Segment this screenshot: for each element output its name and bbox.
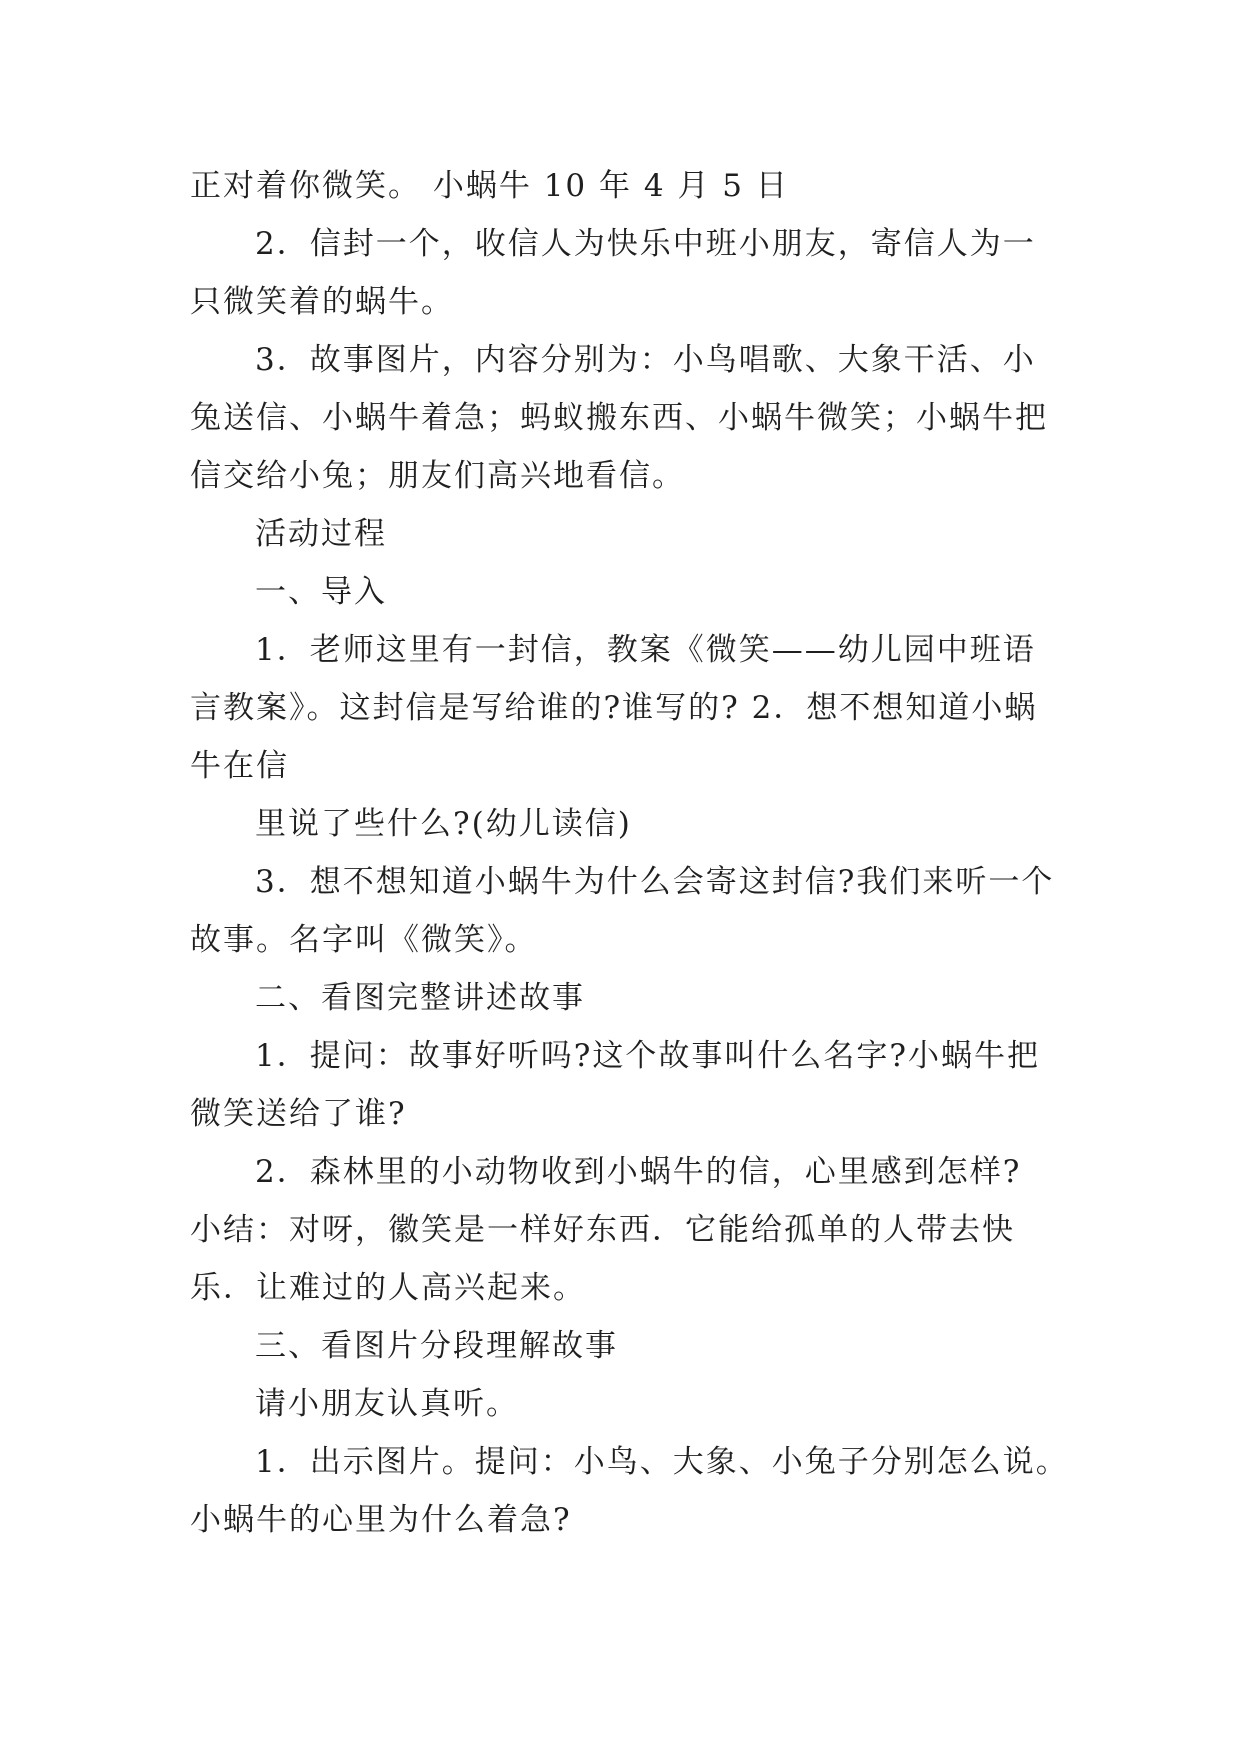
text-line-4: 3．故事图片，内容分别为：小鸟唱歌、大象干活、小 <box>255 342 1036 378</box>
text-line-17: 微笑送给了谁? <box>190 1096 407 1132</box>
text-line-14: 故事。名字叫《微笑》。 <box>190 922 538 958</box>
section-heading-segments: 三、看图片分段理解故事 <box>255 1328 618 1364</box>
text-line-10: 言教案》。这封信是写给谁的?谁写的? 2．想不想知道小蜗 <box>190 690 1038 726</box>
text-line-12: 里说了些什么?(幼儿读信) <box>255 806 632 842</box>
text-line-1: 正对着你微笑。 小蜗牛 10 年 4 月 5 日 <box>190 168 789 204</box>
text-line-9: 1．老师这里有一封信，教案《微笑——幼儿园中班语 <box>255 632 1036 668</box>
text-line-6: 信交给小兔；朋友们高兴地看信。 <box>190 458 685 494</box>
text-line-23: 1．出示图片。提问：小鸟、大象、小兔子分别怎么说。 <box>255 1444 1069 1480</box>
text-line-11: 牛在信 <box>190 748 289 784</box>
text-line-24: 小蜗牛的心里为什么着急? <box>190 1502 572 1538</box>
text-line-20: 乐．让难过的人高兴起来。 <box>190 1270 586 1306</box>
section-heading-story: 二、看图完整讲述故事 <box>255 980 585 1016</box>
text-line-18: 2．森林里的小动物收到小蜗牛的信，心里感到怎样? <box>255 1154 1022 1190</box>
text-line-3: 只微笑着的蜗牛。 <box>190 284 454 320</box>
text-line-2: 2．信封一个，收信人为快乐中班小朋友，寄信人为一 <box>255 226 1036 262</box>
text-line-13: 3．想不想知道小蜗牛为什么会寄这封信?我们来听一个 <box>255 864 1055 900</box>
section-heading-activity: 活动过程 <box>255 516 387 552</box>
text-line-5: 兔送信、小蜗牛着急；蚂蚁搬东西、小蜗牛微笑；小蜗牛把 <box>190 400 1048 436</box>
text-line-22: 请小朋友认真听。 <box>255 1386 519 1422</box>
section-heading-intro: 一、导入 <box>255 574 387 610</box>
text-line-19: 小结：对呀，徽笑是一样好东西．它能给孤单的人带去快 <box>190 1212 1015 1248</box>
text-line-16: 1．提问：故事好听吗?这个故事叫什么名字?小蜗牛把 <box>255 1038 1040 1074</box>
